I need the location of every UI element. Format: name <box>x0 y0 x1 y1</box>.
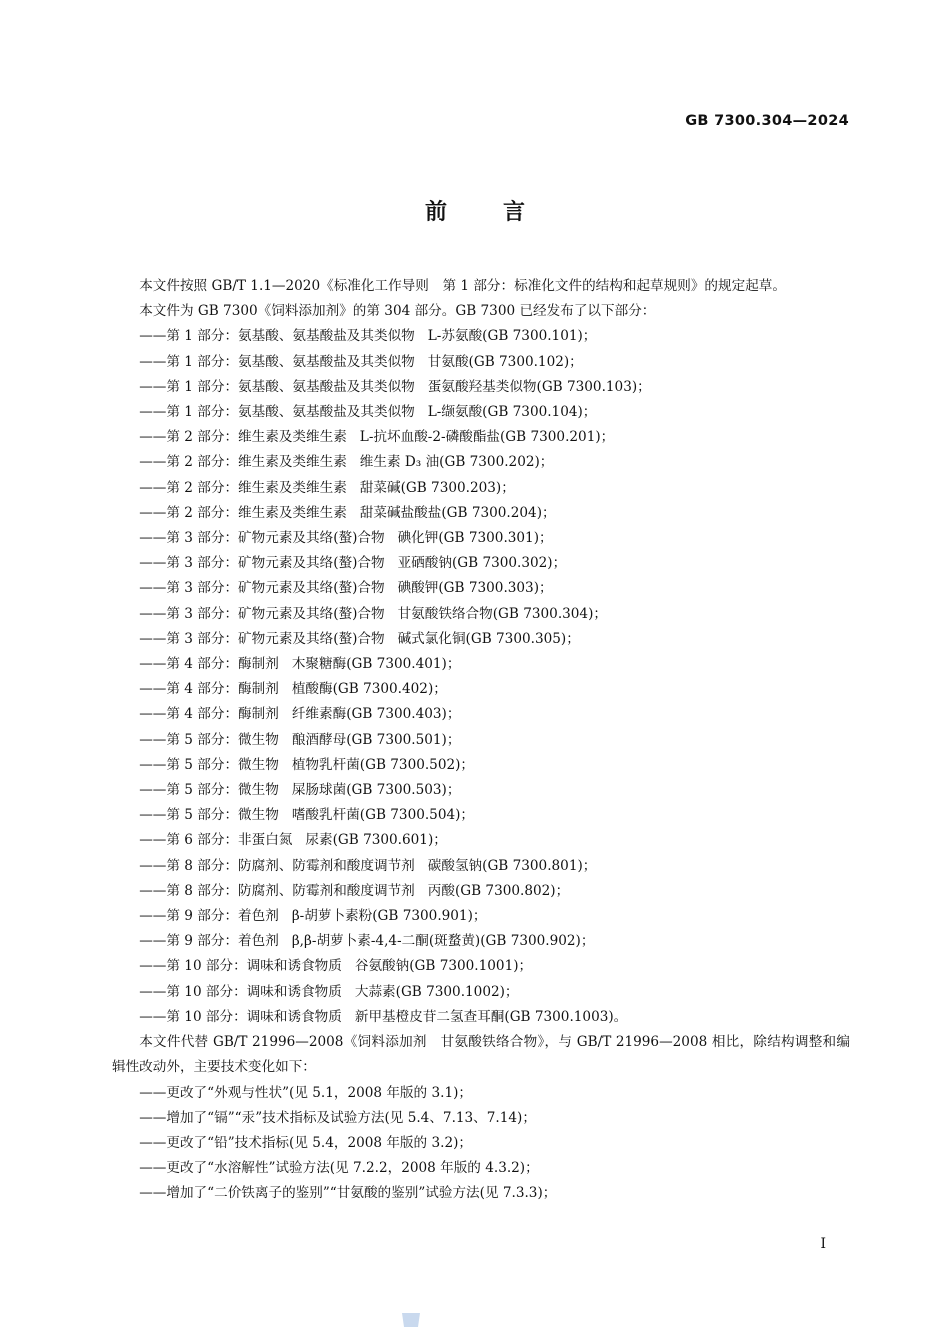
part-category: ——第 6 部分：非蛋白氮 <box>139 832 293 849</box>
part-category: ——第 5 部分：微生物 <box>139 756 279 773</box>
part-title: 亚硒酸钠(GB 7300.302)； <box>397 555 567 572</box>
part-list-item <box>112 753 850 778</box>
part-title: β-胡萝卜素粉(GB 7300.901)； <box>291 908 487 925</box>
part-title: 植物乳杆菌(GB 7300.502)； <box>291 756 475 773</box>
part-title: 碘酸钾(GB 7300.303)； <box>397 580 553 597</box>
part-title: 谷氨酸钠(GB 7300.1001)； <box>354 958 533 975</box>
standard-number: GB 7300.304—2024 <box>685 113 849 129</box>
part-title: 酿酒酵母(GB 7300.501)； <box>291 731 461 748</box>
part-category: ——第 9 部分：着色剂 <box>139 933 279 950</box>
part-list-item <box>112 929 850 954</box>
change-list-item: ——增加了“镉”“汞”技术指标及试验方法(见 5.4、7.13、7.14)； <box>139 1109 536 1126</box>
part-list-item <box>112 954 850 979</box>
part-list-item <box>112 375 850 400</box>
part-list-item <box>112 828 850 853</box>
part-title: 碳酸氢钠(GB 7300.801)； <box>427 857 597 874</box>
part-title: L-缬氨酸(GB 7300.104)； <box>427 404 597 421</box>
part-title: 纤维素酶(GB 7300.403)； <box>291 706 461 723</box>
part-list-item <box>112 728 850 753</box>
part-list-item <box>112 904 850 929</box>
part-category: ——第 4 部分：酶制剂 <box>139 681 279 698</box>
page-title <box>0 195 950 226</box>
part-title: 木聚糖酶(GB 7300.401)； <box>291 656 461 673</box>
part-category: ——第 8 部分：防腐剂、防霉剂和酸度调节剂 <box>139 882 415 899</box>
replace-paragraph: 本文件代替 GB/T 21996—2008《饲料添加剂 甘氨酸铁络合物》，与 GB/T 21996—2008 相比，除结构调整和编辑性改动外，主要技术变化如下： <box>112 1034 850 1076</box>
part-title: β,β-胡萝卜素-4,4-二酮(斑蝥黄)(GB 7300.902)； <box>291 933 595 950</box>
part-title: 蛋氨酸羟基类似物(GB 7300.103)； <box>427 378 651 395</box>
part-list-item <box>112 350 850 375</box>
part-title: L-苏氨酸(GB 7300.101)； <box>427 328 597 345</box>
part-category: ——第 3 部分：矿物元素及其络(螯)合物 <box>139 555 385 572</box>
part-list-item <box>112 324 850 349</box>
part-title: 甘氨酸铁络合物(GB 7300.304)； <box>397 605 607 622</box>
part-category: ——第 5 部分：微生物 <box>139 782 279 799</box>
part-category: ——第 3 部分：矿物元素及其络(螯)合物 <box>139 580 385 597</box>
part-title: 新甲基橙皮苷二氢查耳酮(GB 7300.1003)。 <box>354 1008 628 1025</box>
part-category: ——第 1 部分：氨基酸、氨基酸盐及其类似物 <box>139 328 415 345</box>
part-title: 大蒜素(GB 7300.1002)； <box>354 983 519 1000</box>
part-list-item <box>112 576 850 601</box>
parts-list <box>112 324 850 1030</box>
part-category: ——第 10 部分：调味和诱食物质 <box>139 983 342 1000</box>
part-list-item <box>112 400 850 425</box>
part-category: ——第 9 部分：着色剂 <box>139 908 279 925</box>
part-list-item <box>112 476 850 501</box>
part-title: 甜菜碱(GB 7300.203)； <box>359 479 515 496</box>
part-title: 碱式氯化铜(GB 7300.305)； <box>397 630 580 647</box>
part-category: ——第 3 部分：矿物元素及其络(螯)合物 <box>139 630 385 647</box>
part-title: 植酸酶(GB 7300.402)； <box>291 681 447 698</box>
part-category: ——第 8 部分：防腐剂、防霉剂和酸度调节剂 <box>139 857 415 874</box>
intro-paragraph: 本文件按照 GB/T 1.1—2020《标准化工作导则 第 1 部分：标准化文件的结构和起草规则》的规定起草。 <box>139 278 786 294</box>
part-category: ——第 1 部分：氨基酸、氨基酸盐及其类似物 <box>139 378 415 395</box>
part-category: ——第 2 部分：维生素及类维生素 <box>139 454 347 471</box>
part-title: 维生素 D₃ 油(GB 7300.202)； <box>359 454 554 471</box>
title-char-2: 言 <box>503 200 526 225</box>
change-list-item: ——更改了“铅”技术指标(见 5.4，2008 年版的 3.2)； <box>139 1134 472 1151</box>
publisher-watermark-logo <box>399 1311 423 1329</box>
part-title: 甘氨酸(GB 7300.102)； <box>427 353 583 370</box>
part-category: ——第 2 部分：维生素及类维生素 <box>139 429 347 446</box>
part-category: ——第 10 部分：调味和诱食物质 <box>139 1008 342 1025</box>
part-list-item <box>112 652 850 677</box>
part-title: 屎肠球菌(GB 7300.503)； <box>291 782 461 799</box>
part-category: ——第 3 部分：矿物元素及其络(螯)合物 <box>139 605 385 622</box>
change-list-item: ——增加了“二价铁离子的鉴别”“甘氨酸的鉴别”试验方法(见 7.3.3)； <box>139 1185 557 1202</box>
part-category: ——第 10 部分：调味和诱食物质 <box>139 958 342 975</box>
part-title: 甜菜碱盐酸盐(GB 7300.204)； <box>359 504 556 521</box>
part-category: ——第 4 部分：酶制剂 <box>139 706 279 723</box>
part-list-item <box>112 425 850 450</box>
part-title: 尿素(GB 7300.601)； <box>305 832 447 849</box>
part-list-item <box>112 778 850 803</box>
intro-paragraph: 本文件为 GB 7300《饲料添加剂》的第 304 部分。GB 7300 已经发布了以下部分： <box>139 303 656 320</box>
part-list-item <box>112 980 850 1005</box>
part-list-item <box>112 450 850 475</box>
change-list-item: ——更改了“外观与性状”(见 5.1，2008 年版的 3.1)； <box>139 1084 472 1101</box>
part-category: ——第 1 部分：氨基酸、氨基酸盐及其类似物 <box>139 353 415 370</box>
part-title: 嗜酸乳杆菌(GB 7300.504)； <box>291 807 475 824</box>
part-category: ——第 2 部分：维生素及类维生素 <box>139 504 347 521</box>
part-list-item <box>112 526 850 551</box>
foreword-body <box>112 274 850 1207</box>
changes-list <box>112 1081 850 1207</box>
part-list-item <box>112 602 850 627</box>
part-list-item <box>112 702 850 727</box>
change-list-item: ——更改了“水溶解性”试验方法(见 7.2.2，2008 年版的 4.3.2)； <box>139 1160 539 1177</box>
part-list-item <box>112 677 850 702</box>
title-char-1: 前 <box>424 200 447 225</box>
part-title: 丙酸(GB 7300.802)； <box>427 882 570 899</box>
part-list-item <box>112 501 850 526</box>
part-list-item <box>112 551 850 576</box>
part-list-item <box>112 854 850 879</box>
part-list-item <box>112 1005 850 1030</box>
part-title: 碘化钾(GB 7300.301)； <box>397 530 553 547</box>
part-list-item <box>112 627 850 652</box>
part-category: ——第 4 部分：酶制剂 <box>139 656 279 673</box>
part-list-item <box>112 879 850 904</box>
part-category: ——第 5 部分：微生物 <box>139 731 279 748</box>
part-category: ——第 2 部分：维生素及类维生素 <box>139 479 347 496</box>
part-title: L-抗坏血酸-2-磷酸酯盐(GB 7300.201)； <box>359 429 615 446</box>
part-category: ——第 5 部分：微生物 <box>139 807 279 824</box>
part-category: ——第 1 部分：氨基酸、氨基酸盐及其类似物 <box>139 404 415 421</box>
page-number: I <box>820 1236 826 1252</box>
part-category: ——第 3 部分：矿物元素及其络(螯)合物 <box>139 530 385 547</box>
part-list-item <box>112 803 850 828</box>
